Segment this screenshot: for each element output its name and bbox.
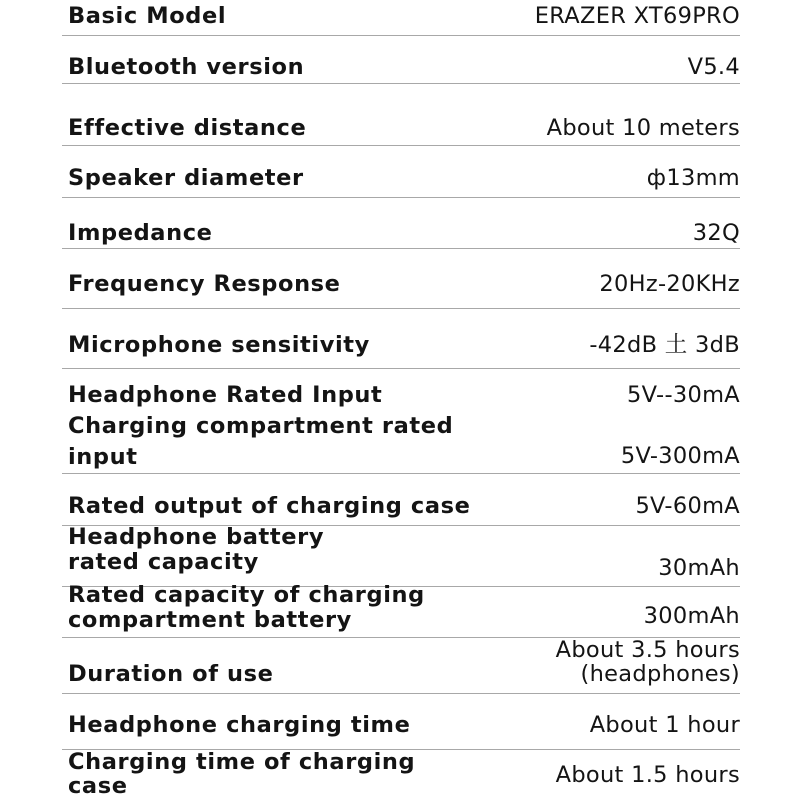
spec-label: Frequency Response	[68, 271, 341, 297]
spec-label: Rated capacity of charging compartment battery	[68, 582, 425, 633]
spec-label: Headphone Rated Input	[68, 382, 383, 408]
spec-label: Speaker diameter	[68, 165, 304, 191]
spec-label: Rated output of charging case	[68, 493, 471, 519]
spec-row-microphone-sensitivity	[62, 308, 740, 369]
spec-row-charging-case-charging-time	[62, 749, 740, 800]
spec-value: About 1.5 hours	[555, 762, 740, 788]
spec-row-basic-model	[62, 0, 740, 36]
spec-value: 5V--30mA	[627, 382, 740, 408]
spec-label: Microphone sensitivity	[68, 332, 370, 358]
spec-value: About 3.5 hours (headphones)	[555, 637, 740, 687]
spec-label: Effective distance	[68, 115, 307, 141]
spec-label: Impedance	[68, 220, 213, 246]
spec-row-effective-distance	[62, 83, 740, 146]
spec-row-speaker-diameter	[62, 145, 740, 198]
spec-value: 30mAh	[658, 555, 740, 581]
spec-row-headphone-charging-time	[62, 693, 740, 750]
spec-label: Duration of use	[68, 661, 274, 687]
spec-value: -42dB 土 3dB	[589, 332, 740, 358]
spec-row-frequency-response	[62, 248, 740, 309]
spec-row-charging-compartment-battery-capacity	[62, 582, 740, 638]
spec-label: Headphone battery rated capacity	[68, 524, 325, 575]
spec-label: Basic Model	[68, 3, 227, 29]
spec-value: ERAZER XT69PRO	[534, 3, 740, 29]
spec-value: 32Q	[692, 220, 740, 246]
spec-value: About 10 meters	[546, 115, 740, 141]
spec-label: Bluetooth version	[68, 54, 305, 80]
spec-value: 5V-60mA	[635, 493, 740, 519]
spec-row-impedance	[62, 197, 740, 249]
spec-row-duration-of-use	[62, 637, 740, 694]
spec-label: Charging time of charging case	[68, 749, 416, 799]
spec-row-headphone-battery-capacity	[62, 525, 740, 587]
spec-value: 300mAh	[643, 603, 740, 629]
spec-row-headphone-rated-input	[62, 368, 740, 408]
spec-value: About 1 hour	[589, 712, 740, 738]
spec-value: 5V-300mA	[620, 443, 740, 469]
spec-label: Charging compartment rated input	[68, 413, 454, 470]
spec-value: V5.4	[687, 54, 740, 80]
spec-value: ф13mm	[646, 165, 740, 191]
spec-row-charging-compartment-rated-input	[62, 408, 740, 474]
spec-value: 20Hz-20KHz	[599, 271, 740, 297]
spec-row-rated-output-charging-case	[62, 473, 740, 526]
spec-label: Headphone charging time	[68, 712, 411, 738]
spec-row-bluetooth-version	[62, 35, 740, 84]
